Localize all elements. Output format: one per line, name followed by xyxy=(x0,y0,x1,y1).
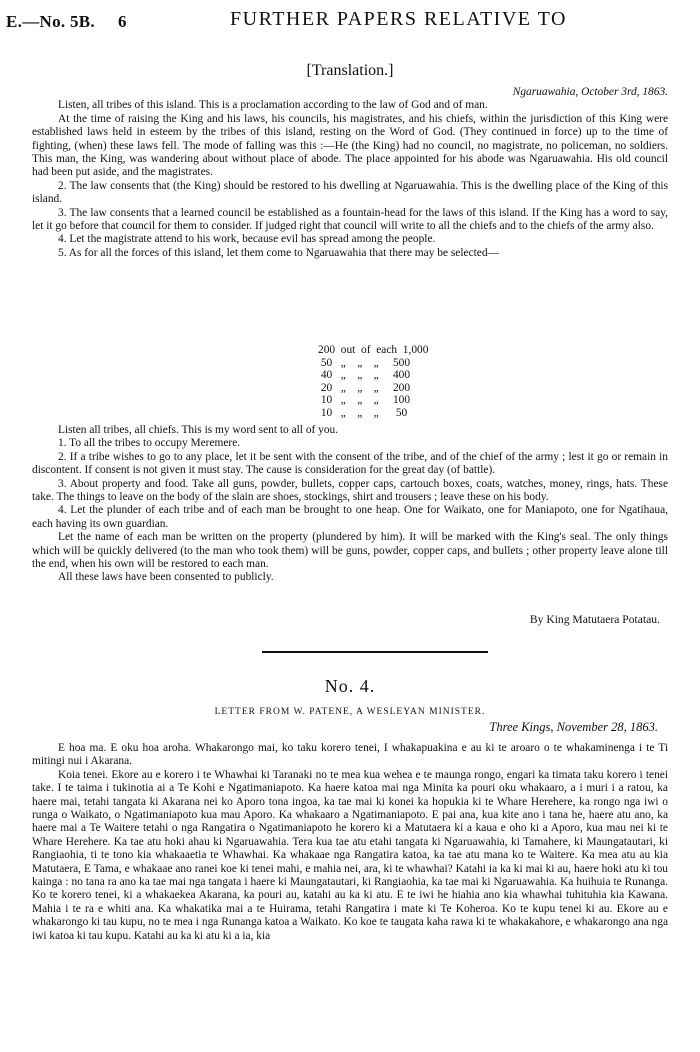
proclamation-paragraph: Listen, all tribes of this island. This is a proclamation according to the law of God and of man. xyxy=(58,99,488,112)
proclamation-paragraph: 3. The law consents that a learned council be established as a fountain-head for the laws of this island. If the King has a word to say, let it go before that council for them to consider. If judged right that council will write to all the chiefs and to the chiefs of the army also. xyxy=(32,206,668,233)
table-row: 10 „ „ „ 50 xyxy=(318,406,408,419)
table-row: 40 „ „ „ 400 xyxy=(318,369,411,381)
letter-body xyxy=(32,742,668,943)
proclamation-body xyxy=(32,86,668,260)
translation-label: [Translation.] xyxy=(306,62,394,79)
letter-paragraph: Koia tenei. Ekore au e korero i te Whawhai ki Taranaki no te mea kua wehea e te maunga rongo, engari ka timata taku korero i tenei take. I te taima i tukinotia ai a Te Kohi e Ngatimaniapoto. Ka haere katoa mai nga Minita ka pouri oku whakaaro, a i muri i a ratou, ka haere mai, tetahi tangata ki Akarana nei ko Aporo tona ingoa, ka tae mai ki konei ka hopukia ki te Whare Herehere, ka rongo nga iwi o runga o Waikato, o Ngatimaniapoto kua mau Aporo. Ka whakaaro a Ngatimaniapoto. E pai ana, kua kite ano i tana he, haere atu ano, ka haere mai a Te Waitere tetahi o nga Rangatira o Ngatimaniapoto he korero ki a Matutaera ki a kaua e oho ki a Aporo, kua mau nei ki te Whare Herehere. Ka tae atu hoki ahau ki Ngaruawahia. Tera kua tae atu etahi tangata ki Ngaruawahia, ki Tamahere, ki Maungatautari, ki Rangiaohia, ti te tono kia whakaaetia te Whawhai. Ka whakaae nga Rangatira katoa, ka tae atu mana ko te Waitere. Ka mea atu au kia Matutaera, E Tama, e whakaae ano ranei koe ki tenei mahi, e mahia nei, ara, ki te whawhai? Katahi ia ka ki mai ki au, haere hoki atu ki tou kainga : no tana ra ano ka tae mai nga tangata i haere ki Maungatautari, ki Rangiaohia, ka tae mai ki Ngaruawahia. Ka huihuia te Runanga. Ko te korero tenei, ki a whakaekea Akarana, ka pouri au, katahi au ka ki atu. E te iwi he hiahia ano kia whawhai tuhituhia kia Kawana. Mahia i te ra e whiti ana. Ka whakatika mai a te Huirama, tetahi Rangatira i mate ki Te Koheroa. Ko te kupu tenei ki au. Ekore au e whakarongo ki tau kupu, no te mea i nga Runanga katoa a Waikato. Ko koe te taugata kaha rawa ki te whakakahore, e whakarongo ana nga iwi katoa ki tau kupu. Katahi au ka ki atu ki a ia, kia xyxy=(32,768,668,942)
proclamation-paragraph: At the time of raising the King and his laws, his councils, his magistrates, and his chiefs, within the jurisdiction of this King were established laws held in esteem by the tribes of this island, resting on the Word of God. (They continued in force) up to the time of fighting, (when) these laws fell. The mode of falling was this :—He (the King) had no council, no magistrate, no policeman, no soldiers. This man, the King, was wandering about without place of abode. The place appointed for his abode was Ngaruawahia. His old council had been put aside, and the magistrates. xyxy=(32,112,668,179)
letter-paragraph: E hoa ma. E oku hoa aroha. Whakarongo mai, ko taku korero tenei, I whakapuakina e au ki te aroaro o te whakaminenga i te Ti mitingi nui i Akarana. xyxy=(32,742,668,768)
selection-table xyxy=(318,344,428,419)
proclamation-paragraph: 2. The law consents that (the King) should be restored to his dwelling at Ngaruawahia. This is the dwelling place of the King of this island. xyxy=(32,179,668,206)
signature: By King Matutaera Potatau. xyxy=(529,613,660,626)
page-number: 6 xyxy=(118,12,127,31)
proclamation-paragraph: All these laws have been consented to publicly. xyxy=(58,571,274,584)
page-header xyxy=(0,6,700,40)
proclamation-body-2 xyxy=(32,424,668,585)
proclamation-paragraph: 5. As for all the forces of this island, let them come to Ngaruawahia that there may be selected— xyxy=(58,246,499,259)
proclamation-paragraph: Listen all tribes, all chiefs. This is my word sent to all of you. xyxy=(58,424,339,436)
table-row: 200 out of each 1,000 xyxy=(318,344,429,356)
proclamation-date: Ngaruawahia, October 3rd, 1863. xyxy=(512,86,668,98)
proclamation-paragraph: 1. To all the tribes to occupy Meremere. xyxy=(58,437,241,450)
proclamation-paragraph: 4. Let the plunder of each tribe and of each man be brought to one heap. One for Waikato, one for Maniapoto, one for Ngatihaua, each having its own guardian. xyxy=(32,504,668,530)
table-row: 10 „ „ „ 100 xyxy=(318,394,411,406)
proclamation-paragraph: 2. If a tribe wishes to go to any place, let it be sent with the consent of the tribe, and of the chief of the army ; lest it go or remain in discontent. If consent is not given it must stay. The cause is consideration for the great day (of battle). xyxy=(32,450,668,477)
section-title: LETTER FROM W. PATENE, A WESLEYAN MINISTER. xyxy=(214,707,486,717)
section-divider xyxy=(262,651,488,653)
letter-date: Three Kings, November 28, 1863. xyxy=(489,720,658,734)
proclamation-paragraph: 4. Let the magistrate attend to his work, because evil has spread among the people. xyxy=(58,233,436,246)
section-number: No. 4. xyxy=(324,676,376,696)
proclamation-paragraph: Let the name of each man be written on the property (plundered by him). It will be marked with the King's seal. The only things which will be quickly delivered (to the man who took them) will be guns, powder, copper caps, and bullets ; other property leave alone till the end, when his own will be restored to each man. xyxy=(32,531,668,571)
table-row: 20 „ „ „ 200 xyxy=(318,381,411,394)
document-code: E.—No. 5B. xyxy=(6,12,95,31)
proclamation-paragraph: 3. About property and food. Take all guns, powder, bullets, copper caps, cartouch boxes, coats, watches, money, rings, hats. These take. The things to leave on the body of the slain are shoes, stockings, shirt and trousers ; leave these on his body. xyxy=(32,477,668,504)
table-row: 50 „ „ „ 500 xyxy=(318,356,411,369)
running-title: FURTHER PAPERS RELATIVE TO xyxy=(230,8,567,30)
